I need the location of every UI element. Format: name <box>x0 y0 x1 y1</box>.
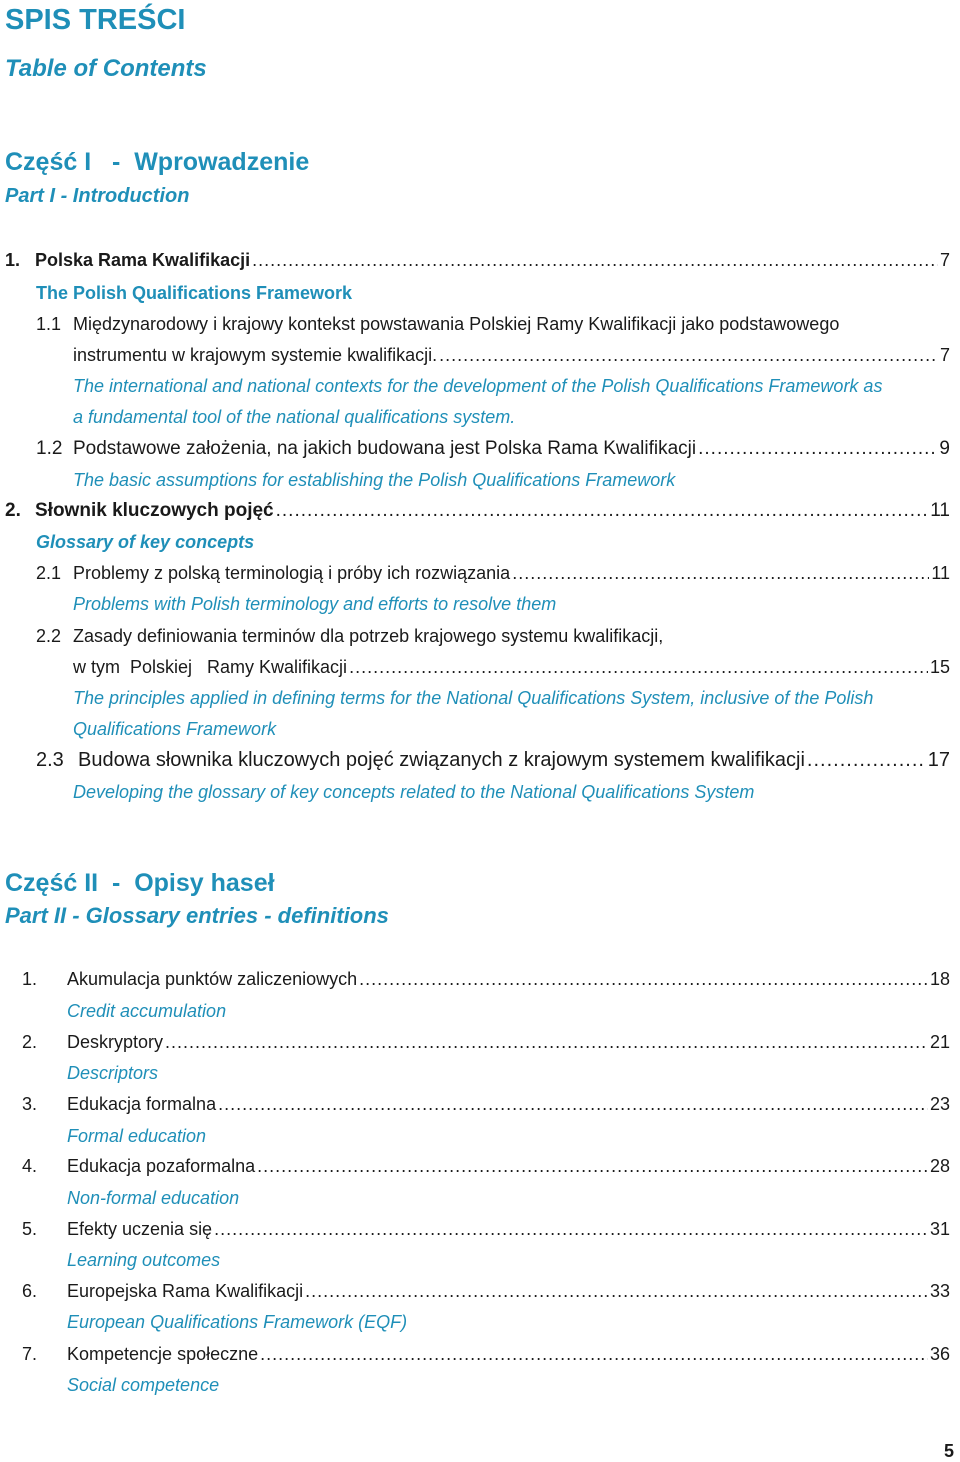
toc-entry-2-3[interactable] <box>36 749 950 772</box>
toc-entry-2-2-cont[interactable] <box>73 657 950 678</box>
toc-entry-2-1[interactable] <box>36 563 950 584</box>
glossary-entry-en: Social competence <box>67 1375 220 1395</box>
entry-page: 33 <box>929 1281 950 1301</box>
glossary-entry[interactable] <box>22 969 950 990</box>
entry-label-line2: instrumentu w krajowym systemie kwalifikacji. <box>73 345 438 365</box>
entry-number: 6. <box>22 1281 38 1301</box>
dot-leader <box>257 1156 928 1177</box>
entry-page: 21 <box>929 1032 950 1052</box>
toc-entry-1-2[interactable] <box>36 438 950 460</box>
entry-label: Budowa słownika kluczowych pojęć związanych z krajowym systemem kwalifikacji <box>78 749 805 771</box>
toc-entry-2-2-en-line1: The principles applied in defining terms for the National Qualifications System, inclusive of the Polish <box>73 688 874 708</box>
entry-label: Europejska Rama Kwalifikacji <box>67 1281 304 1301</box>
dot-leader <box>807 749 926 772</box>
entry-page: 15 <box>929 657 950 677</box>
glossary-entry-en: Credit accumulation <box>67 1001 227 1021</box>
entry-number: 1. <box>22 969 38 989</box>
glossary-entry[interactable] <box>22 1032 950 1053</box>
entry-label: Akumulacja punktów zaliczeniowych <box>67 969 358 989</box>
dot-leader <box>349 657 928 678</box>
entry-page: 23 <box>929 1094 950 1114</box>
part1-heading-en: Part I - Introduction <box>5 185 190 207</box>
toc-entry-1-1-en-line1: The international and national contexts for the development of the Polish Qualifications Framework as <box>73 376 883 396</box>
glossary-entry-en: European Qualifications Framework (EQF) <box>67 1312 408 1332</box>
entry-number: 1.2 <box>36 438 63 459</box>
glossary-entry[interactable] <box>22 1156 950 1177</box>
dot-leader <box>698 438 937 460</box>
toc-title: SPIS TREŚCI <box>5 4 186 36</box>
entry-page: 7 <box>939 250 950 270</box>
entry-label: Podstawowe założenia, na jakich budowana jest Polska Rama Kwalifikacji <box>73 438 697 459</box>
entry-page: 18 <box>929 969 950 989</box>
glossary-entry[interactable] <box>22 1281 950 1302</box>
entry-page: 9 <box>939 438 950 459</box>
entry-label: Edukacja pozaformalna <box>67 1156 256 1176</box>
dot-leader <box>305 1281 928 1302</box>
dot-leader <box>439 345 938 366</box>
entry-number: 2.1 <box>36 563 62 583</box>
toc-entry-1-1[interactable] <box>36 314 839 335</box>
entry-page: 17 <box>927 749 950 771</box>
toc-entry-1-1-cont[interactable] <box>73 345 950 366</box>
toc-entry-1[interactable] <box>5 250 950 271</box>
entry-page: 36 <box>929 1344 950 1364</box>
part1-heading: Część I - Wprowadzenie <box>5 148 310 176</box>
entry-page: 31 <box>929 1219 950 1239</box>
dot-leader <box>276 500 929 522</box>
toc-entry-1-1-en-line2: a fundamental tool of the national qualifications system. <box>73 407 516 427</box>
entry-page: 11 <box>931 563 950 583</box>
toc-entry-1-en: The Polish Qualifications Framework <box>36 283 353 303</box>
entry-number: 4. <box>22 1156 38 1176</box>
glossary-entry[interactable] <box>22 1219 950 1240</box>
entry-number: 2. <box>5 500 21 521</box>
glossary-entry-en: Non-formal education <box>67 1188 240 1208</box>
entry-number: 2.3 <box>36 749 64 771</box>
glossary-entry-en: Formal education <box>67 1126 207 1146</box>
toc-entry-1-2-en: The basic assumptions for establishing the Polish Qualifications Framework <box>73 470 676 490</box>
dot-leader <box>165 1032 928 1053</box>
entry-label-line2: w tym Polskiej Ramy Kwalifikacji <box>73 657 348 677</box>
toc-entry-2-1-en: Problems with Polish terminology and efforts to resolve them <box>73 594 557 614</box>
page-number: 5 <box>943 1441 954 1461</box>
entry-label: Problemy z polską terminologią i próby ich rozwiązania <box>73 563 511 583</box>
entry-number: 2.2 <box>36 626 62 646</box>
entry-page: 28 <box>929 1156 950 1176</box>
entry-number: 5. <box>22 1219 38 1239</box>
entry-page: 7 <box>939 345 950 365</box>
entry-label: Polska Rama Kwalifikacji <box>35 250 251 270</box>
entry-number: 2. <box>22 1032 38 1052</box>
part2-heading-en: Part II - Glossary entries - definitions <box>5 903 389 928</box>
part2-heading: Część II - Opisy haseł <box>5 869 275 897</box>
entry-number: 3. <box>22 1094 38 1114</box>
glossary-entry-en: Descriptors <box>67 1063 159 1083</box>
toc-entry-2[interactable] <box>5 500 950 522</box>
entry-label: Kompetencje społeczne <box>67 1344 259 1364</box>
glossary-entry-en: Learning outcomes <box>67 1250 221 1270</box>
dot-leader <box>214 1219 928 1240</box>
entry-number: 1.1 <box>36 314 62 334</box>
toc-entry-2-2[interactable] <box>36 626 663 647</box>
entry-label: Edukacja formalna <box>67 1094 217 1114</box>
entry-label: Efekty uczenia się <box>67 1219 213 1239</box>
dot-leader <box>252 250 938 271</box>
entry-page: 11 <box>930 500 950 521</box>
entry-label-line1: Międzynarodowy i krajowy kontekst powstawania Polskiej Ramy Kwalifikacji jako podstawowego <box>73 314 840 334</box>
entry-number: 7. <box>22 1344 38 1364</box>
entry-label-line1: Zasady definiowania terminów dla potrzeb krajowego systemu kwalifikacji, <box>73 626 664 646</box>
toc-title-en: Table of Contents <box>5 55 207 82</box>
entry-number: 1. <box>5 250 21 270</box>
dot-leader <box>512 563 929 584</box>
toc-entry-2-3-en: Developing the glossary of key concepts related to the National Qualifications System <box>73 782 755 802</box>
entry-label: Deskryptory <box>67 1032 164 1052</box>
dot-leader <box>359 969 928 990</box>
glossary-entry[interactable] <box>22 1094 950 1115</box>
entry-label: Słownik kluczowych pojęć <box>35 500 274 521</box>
glossary-entry[interactable] <box>22 1344 950 1365</box>
dot-leader <box>260 1344 928 1365</box>
dot-leader <box>218 1094 928 1115</box>
toc-entry-2-en: Glossary of key concepts <box>36 532 255 552</box>
toc-entry-2-2-en-line2: Qualifications Framework <box>73 719 277 739</box>
